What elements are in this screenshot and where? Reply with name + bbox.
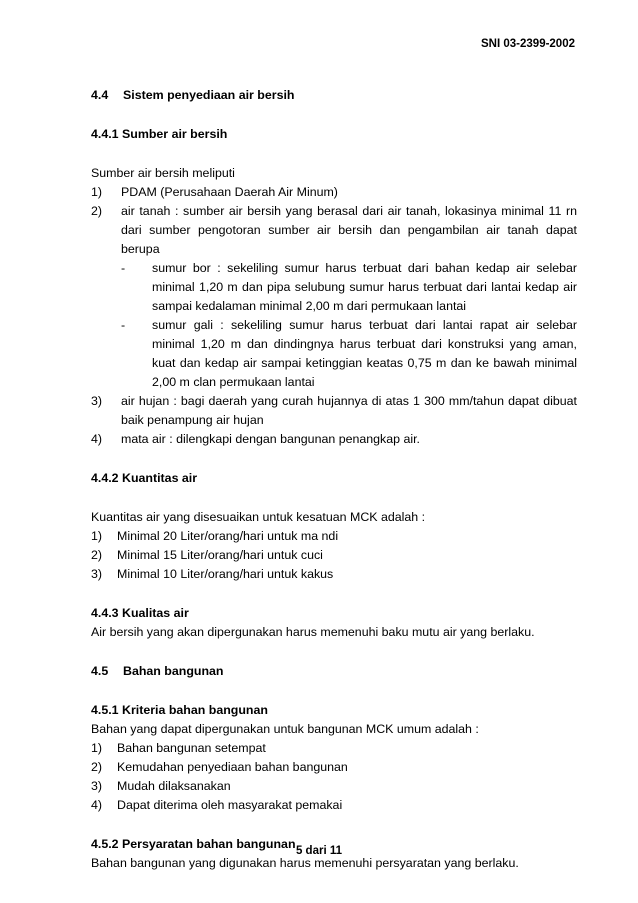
list-number: 2)	[91, 548, 103, 562]
document-id: SNI 03-2399-2002	[481, 38, 575, 50]
list-number: 3)	[91, 394, 103, 408]
list-item	[91, 796, 577, 815]
page-number: 5 dari 11	[295, 845, 343, 857]
sub-list-text: sumur bor : sekeliling sumur harus terbuat dari bahan kedap air selebar minimal 1,20 m dan pipa selubung sumur harus terbuat dari lantai kedap air sampai kedalaman minimal 2,00 m dari permukaan lantai	[152, 261, 577, 313]
paragraph: Air bersih yang akan dipergunakan harus memenuhi baku mutu air yang berlaku.	[91, 625, 535, 639]
list-item	[91, 546, 577, 565]
list-item	[91, 202, 577, 259]
list-text: Minimal 15 Liter/orang/hari untuk cuci	[117, 548, 323, 562]
list-text: Kemudahan penyediaan bahan bangunan	[117, 760, 348, 774]
list-item	[91, 392, 577, 430]
list-item	[91, 565, 577, 584]
subsection-heading-4-4-1: 4.4.1 Sumber air bersih	[91, 127, 228, 141]
section-number: 4.5	[91, 664, 109, 678]
list-text: air hujan : bagi daerah yang curah hujannya di atas 1 300 mm/tahun dapat dibuat baik penampung air hujan	[121, 394, 577, 427]
list-number: 2)	[91, 204, 103, 218]
list-number: 3)	[91, 567, 103, 581]
list-number: 4)	[91, 798, 103, 812]
sub-list-text: sumur gali : sekeliling sumur harus terbuat dari lantai rapat air selebar minimal 1,20 m dan dindingnya harus terbuat dari konstruksi yang aman, kuat dan kedap air sampai ketinggian keatas 0,75 m dan ke bawah minimal 2,00 m clan permukaan lantai	[152, 318, 577, 389]
paragraph: Bahan bangunan yang digunakan harus memenuhi persyaratan yang berlaku.	[91, 856, 519, 870]
list-number: 1)	[91, 741, 103, 755]
paragraph: Bahan yang dapat dipergunakan untuk bangunan MCK umum adalah :	[91, 722, 479, 736]
list-number: 1)	[91, 185, 103, 199]
paragraph: Kuantitas air yang disesuaikan untuk kesatuan MCK adalah :	[91, 510, 426, 524]
sub-list-item	[121, 316, 577, 392]
section-heading-4-4	[91, 86, 577, 105]
paragraph: Sumber air bersih meliputi	[91, 166, 235, 180]
subsection-heading-4-5-2: 4.5.2 Persyaratan bahan bangunan	[91, 837, 296, 851]
list-number: 3)	[91, 779, 103, 793]
subsection-heading-4-4-3: 4.4.3 Kualitas air	[91, 606, 189, 620]
dash-marker: -	[121, 318, 126, 332]
list-item	[91, 758, 577, 777]
list-number: 4)	[91, 432, 103, 446]
list-text: PDAM (Perusahaan Daerah Air Minum)	[121, 185, 338, 199]
subsection-heading-4-4-2: 4.4.2 Kuantitas air	[91, 471, 198, 485]
page-content	[91, 86, 577, 873]
subsection-heading-4-5-1: 4.5.1 Kriteria bahan bangunan	[91, 703, 268, 717]
section-title: Sistem penyediaan air bersih	[123, 88, 295, 102]
list-text: mata air : dilengkapi dengan bangunan penangkap air.	[121, 432, 420, 446]
sub-list-item	[121, 259, 577, 316]
list-number: 2)	[91, 760, 103, 774]
list-item	[91, 777, 577, 796]
list-item	[91, 430, 577, 449]
section-heading-4-5	[91, 662, 577, 681]
list-text: Minimal 10 Liter/orang/hari untuk kakus	[117, 567, 334, 581]
list-text: Mudah dilaksanakan	[117, 779, 231, 793]
section-number: 4.4	[91, 88, 109, 102]
list-text: Dapat diterima oleh masyarakat pemakai	[117, 798, 343, 812]
list-text: Bahan bangunan setempat	[117, 741, 266, 755]
list-text: Minimal 20 Liter/orang/hari untuk ma ndi	[117, 529, 339, 543]
list-text: air tanah : sumber air bersih yang berasal dari air tanah, lokasinya minimal 11 rn dari sumber pengotoran sumber air bersih dan pengambilan air tanah dapat berupa	[121, 204, 577, 256]
list-item	[91, 527, 577, 546]
list-number: 1)	[91, 529, 103, 543]
list-item	[91, 739, 577, 758]
section-title: Bahan bangunan	[123, 664, 224, 678]
list-item	[91, 183, 577, 202]
dash-marker: -	[121, 261, 126, 275]
